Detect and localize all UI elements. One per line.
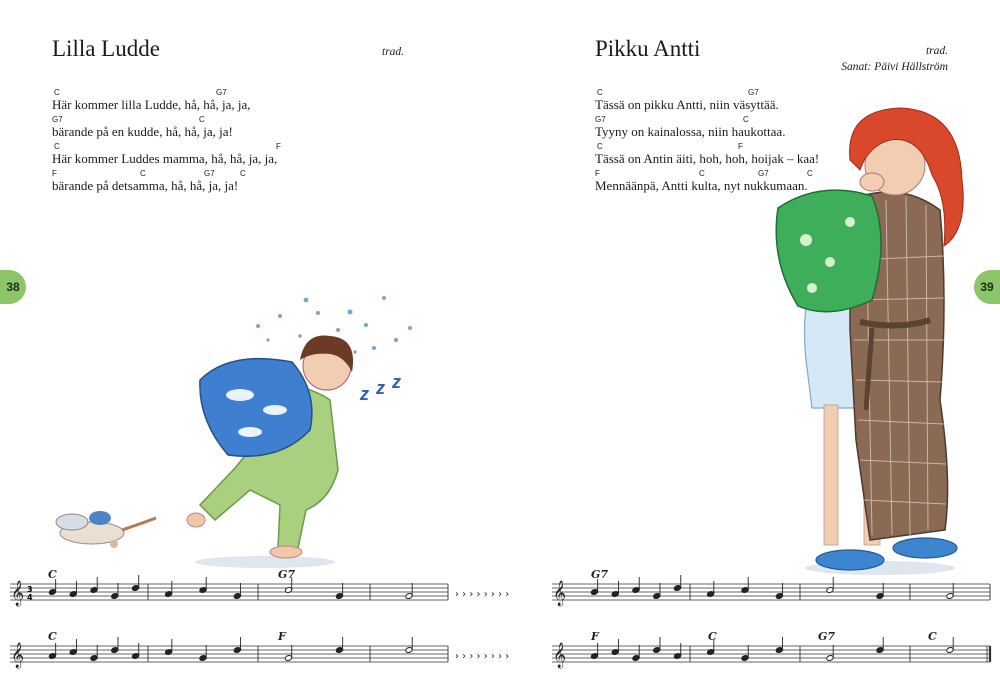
chord-symbol: C (140, 169, 146, 178)
lyric-line (52, 88, 352, 115)
chord-symbol: G7 (595, 115, 606, 124)
chord-symbol: G7 (52, 115, 63, 124)
staff-chord-symbol: C (48, 568, 57, 581)
staff-chord-symbol: C (708, 630, 717, 643)
sheet-music-staves (0, 560, 510, 682)
lyric-line (595, 115, 895, 142)
chord-symbol: F (52, 169, 57, 178)
chord-symbol: C (699, 169, 705, 178)
chord-symbol: C (240, 169, 246, 178)
staff-chord-symbol: G7 (818, 630, 836, 643)
time-signature-icon: 4 (27, 593, 33, 602)
lyric-text: Här kommer Luddes mamma, hå, hå, ja, ja, (52, 151, 278, 166)
chord-symbol: C (54, 142, 60, 151)
lyric-line (52, 115, 352, 142)
treble-clef-icon: 𝄞 (11, 581, 25, 606)
chord-symbol: C (199, 115, 205, 124)
svg-text:z: z (360, 384, 369, 404)
right-page (500, 0, 1000, 682)
lyric-text: Tyyny on kainalossa, niin haukottaa. (595, 124, 786, 139)
lyric-text: bärande på en kudde, hå, hå, ja, ja! (52, 124, 233, 139)
chord-symbol: C (807, 169, 813, 178)
lyric-line (595, 142, 895, 169)
lyric-text: Mennäänpä, Antti kulta, nyt nukkumaan. (595, 178, 808, 193)
staff-chord-symbol: C (928, 630, 937, 643)
toy-dog-drawing (56, 511, 156, 548)
music-staff (10, 630, 509, 668)
lyric-text: bärande på detsamma, hå, hå, ja, ja! (52, 178, 239, 193)
staff-chord-symbol: F (278, 630, 286, 643)
song-title: Lilla Ludde (52, 36, 160, 61)
chord-symbol: G7 (216, 88, 227, 97)
music-staff (10, 568, 509, 606)
svg-text:z: z (376, 378, 385, 398)
staff-chord-symbol: G7 (591, 568, 609, 581)
sheet-music-staves (500, 560, 1000, 682)
lyric-line (595, 169, 895, 196)
treble-clef-icon: 𝄞 (553, 643, 567, 668)
lyric-text: Här kommer lilla Ludde, hå, hå, ja, ja, (52, 97, 251, 112)
lyric-line (52, 169, 352, 196)
chord-symbol: G7 (204, 169, 215, 178)
page-number-tab: 39 (974, 270, 1000, 304)
chord-symbol: G7 (748, 88, 759, 97)
lyric-text: Tässä on pikku Antti, niin väsyttää. (595, 97, 779, 112)
continuation-marker: › › › › › › › › (455, 651, 510, 662)
chord-symbol: F (595, 169, 600, 178)
blue-pillow-drawing (200, 359, 312, 457)
chord-symbol: C (597, 142, 603, 151)
chord-symbol: G7 (758, 169, 769, 178)
lyric-line (52, 142, 352, 169)
chord-symbol: C (743, 115, 749, 124)
chord-symbol: C (597, 88, 603, 97)
chord-symbol: F (738, 142, 743, 151)
staff-chord-symbol: G7 (278, 568, 296, 581)
treble-clef-icon: 𝄞 (11, 643, 25, 668)
page-number-tab: 38 (0, 270, 26, 304)
song-title: Pikku Antti (595, 36, 701, 61)
song-credit: trad. (382, 46, 405, 58)
staff-chord-symbol: F (591, 630, 599, 643)
treble-clef-icon: 𝄞 (553, 581, 567, 606)
svg-text:z: z (392, 372, 401, 392)
continuation-marker: › › › › › › › › (455, 589, 510, 600)
lyrics-block (52, 88, 352, 196)
lyricist-credit: Sanat: Päivi Hällström (841, 61, 948, 73)
lyrics-block (595, 88, 895, 196)
time-signature-icon: 3 (27, 585, 33, 594)
chord-symbol: C (54, 88, 60, 97)
lyric-text: Tässä on Antin äiti, hoh, hoh, hoijak – kaa! (595, 151, 820, 166)
chord-symbol: F (276, 142, 281, 151)
lyric-line (595, 88, 895, 115)
song-credit: trad. (925, 45, 948, 57)
staff-chord-symbol: C (48, 630, 57, 643)
music-staff (552, 568, 990, 606)
music-staff (552, 630, 990, 668)
